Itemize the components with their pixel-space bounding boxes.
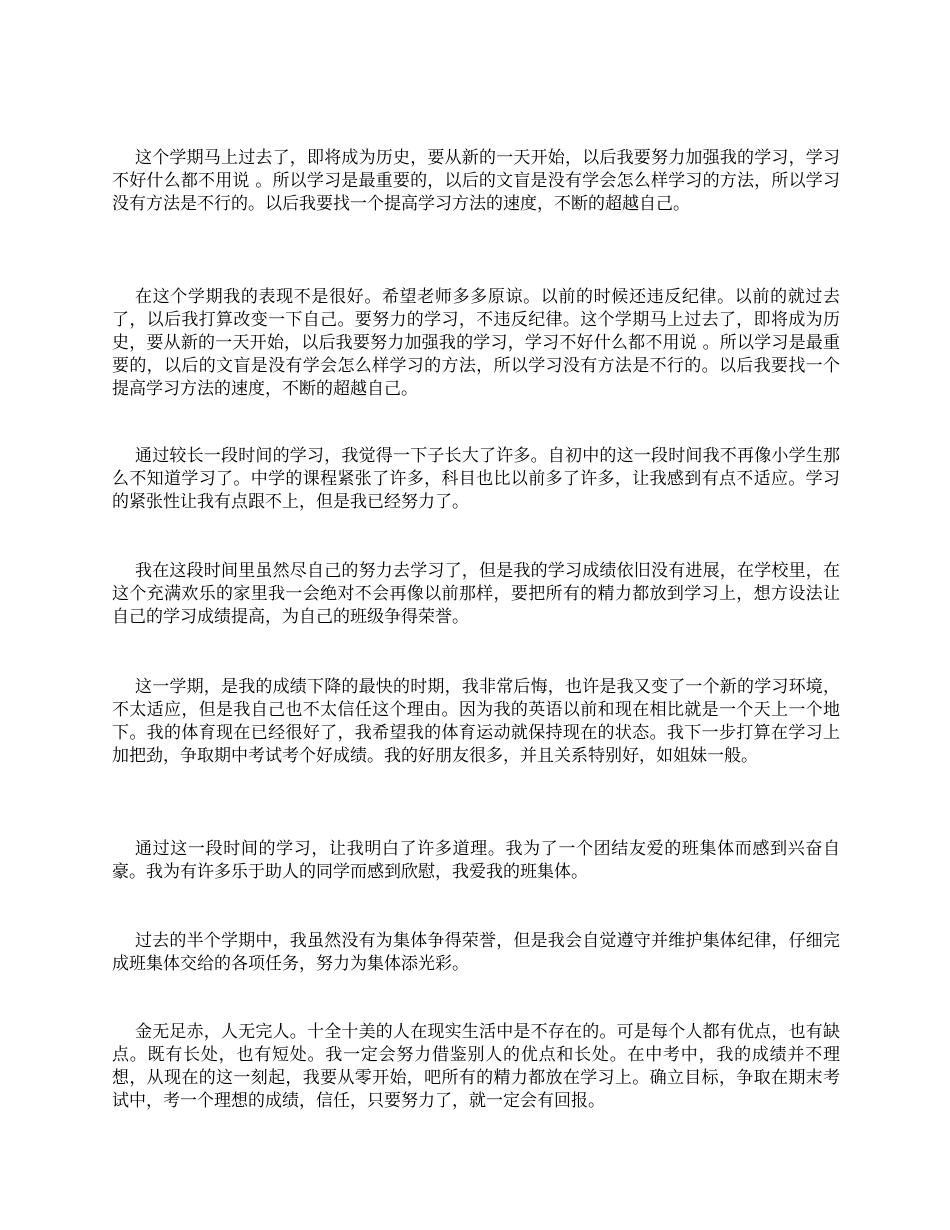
paragraph-7: 过去的半个学期中，我虽然没有为集体争得荣誉，但是我会自觉遵守并维护集体纪律，仔细完成班集体交给的各项任务，努力为集体添光彩。 [112, 931, 840, 974]
paragraph-8: 金无足赤，人无完人。十全十美的人在现实生活中是不存在的。可是每个人都有优点，也有缺点。既有长处，也有短处。我一定会努力借鉴别人的优点和长处。在中考中，我的成绩并不理想，从现在的这一刻起，我要从零开始，吧所有的精力都放在学习上。确立目标，争取在期末考试中，考一个理想的成绩，信任，只要努力了，就一定会有回报。 [112, 1022, 840, 1111]
paragraph-1: 这个学期马上过去了，即将成为历史，要从新的一天开始，以后我要努力加强我的学习，学习不好什么都不用说 。所以学习是最重要的，以后的文盲是没有学会怎么样学习的方法，所以学习没有方法是不行的。以后我要找一个提高学习方法的速度，不断的超越自己。 [112, 148, 840, 214]
paragraph-5: 这一学期，是我的成绩下降的最快的时期，我非常后悔，也许是我又变了一个新的学习环境，不太适应，但是我自己也不太信任这个理由。因为我的英语以前和现在相比就是一个天上一个地下。我的体育现在已经很好了，我希望我的体育运动就保持现在的状态。我下一步打算在学习上加把劲，争取期中考试考个好成绩。我的好朋友很多，并且关系特别好，如姐妹一般。 [112, 677, 840, 766]
paragraph-3: 通过较长一段时间的学习，我觉得一下子长大了许多。自初中的这一段时间我不再像小学生那么不知道学习了。中学的课程紧张了许多，科目也比以前多了许多，让我感到有点不适应。学习的紧张性让我有点跟不上，但是我已经努力了。 [112, 446, 840, 512]
paragraph-6: 通过这一段时间的学习，让我明白了许多道理。我为了一个团结友爱的班集体而感到兴奋自豪。我为有许多乐于助人的同学而感到欣慰，我爱我的班集体。 [112, 839, 840, 882]
paragraph-2: 在这个学期我的表现不是很好。希望老师多多原谅。以前的时候还违反纪律。以前的就过去了，以后我打算改变一下自己。要努力的学习，不违反纪律。这个学期马上过去了，即将成为历史，要从新的一天开始，以后我要努力加强我的学习，学习不好什么都不用说 。所以学习是最重要的，以后的文盲是没有学会怎么样学习的方法，所以学习没有方法是不行的。以后我要找一个提高学习方法的速度，不断的超越自己。 [112, 287, 840, 399]
paragraph-4: 我在这段时间里虽然尽自己的努力去学习了，但是我的学习成绩依旧没有进展，在学校里，在这个充满欢乐的家里我一会绝对不会再像以前那样，要把所有的精力都放到学习上，想方设法让自己的学习成绩提高，为自己的班级争得荣誉。 [112, 561, 840, 627]
